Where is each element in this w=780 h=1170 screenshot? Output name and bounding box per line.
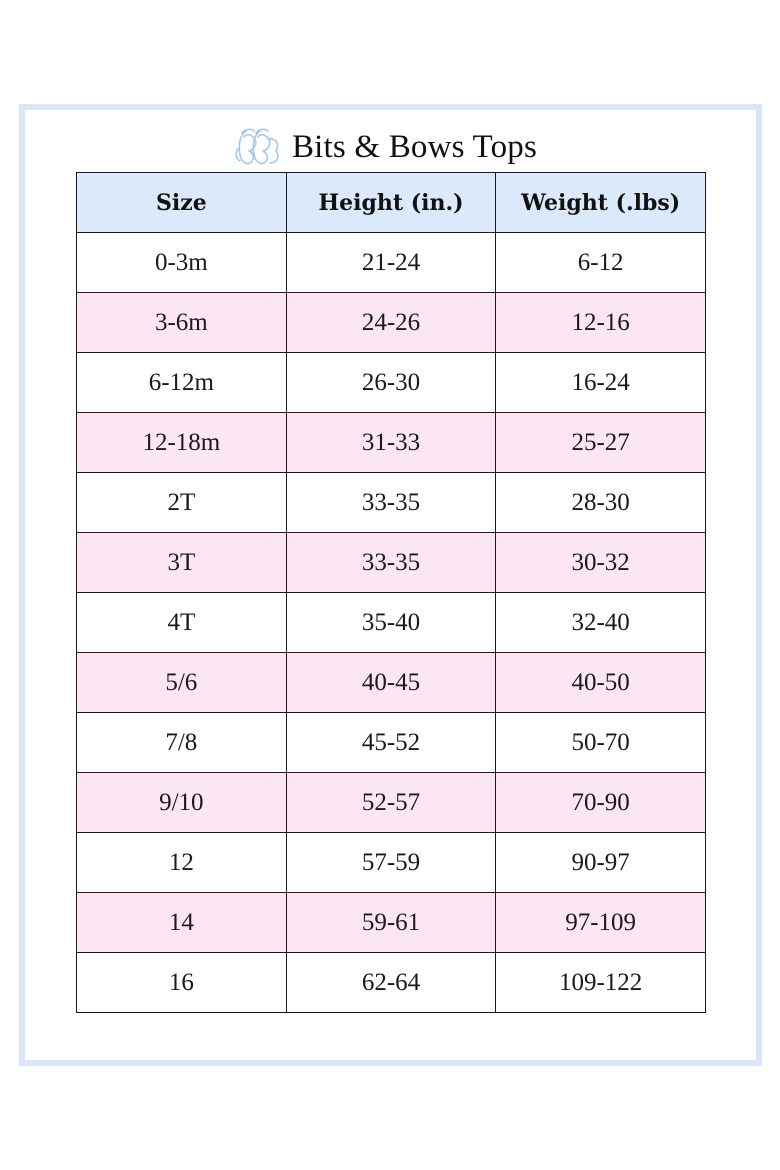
cell-weight: 28-30 [496,473,706,533]
cell-weight: 90-97 [496,833,706,893]
cell-size: 2T [77,473,287,533]
column-header-height: Height (in.) [286,173,496,233]
cell-weight: 16-24 [496,353,706,413]
cell-weight: 32-40 [496,593,706,653]
cell-height: 31-33 [286,413,496,473]
table-row [77,833,706,893]
cell-size: 7/8 [77,713,287,773]
table-row [77,473,706,533]
cell-size: 14 [77,893,287,953]
cell-weight: 70-90 [496,773,706,833]
cell-size: 12-18m [77,413,287,473]
cell-weight: 6-12 [496,233,706,293]
table-row [77,773,706,833]
cell-size: 5/6 [77,653,287,713]
cell-weight: 30-32 [496,533,706,593]
cell-height: 24-26 [286,293,496,353]
table-header-row [77,173,706,233]
cell-weight: 12-16 [496,293,706,353]
cell-height: 52-57 [286,773,496,833]
column-header-weight: Weight (.lbs) [496,173,706,233]
cell-height: 33-35 [286,533,496,593]
cell-size: 3T [77,533,287,593]
cell-size: 9/10 [77,773,287,833]
cell-height: 26-30 [286,353,496,413]
bb-monogram-icon [232,125,284,169]
cell-weight: 40-50 [496,653,706,713]
cell-height: 45-52 [286,713,496,773]
cell-height: 21-24 [286,233,496,293]
table-row [77,893,706,953]
cell-height: 59-61 [286,893,496,953]
cell-height: 40-45 [286,653,496,713]
chart-header [25,124,756,170]
cell-size: 3-6m [77,293,287,353]
cell-weight: 109-122 [496,953,706,1013]
cell-height: 33-35 [286,473,496,533]
cell-size: 16 [77,953,287,1013]
chart-title: Bits & Bows Tops [291,128,538,165]
table-row [77,293,706,353]
cell-height: 57-59 [286,833,496,893]
table-row [77,533,706,593]
table-row [77,953,706,1013]
cell-size: 6-12m [77,353,287,413]
size-table [76,172,706,1013]
cell-size: 0-3m [77,233,287,293]
table-row [77,413,706,473]
table-row [77,233,706,293]
cell-height: 35-40 [286,593,496,653]
table-row [77,353,706,413]
size-chart-frame [19,104,762,1066]
cell-size: 4T [77,593,287,653]
table-row [77,653,706,713]
cell-weight: 25-27 [496,413,706,473]
cell-weight: 97-109 [496,893,706,953]
table-row [77,713,706,773]
cell-height: 62-64 [286,953,496,1013]
cell-size: 12 [77,833,287,893]
cell-weight: 50-70 [496,713,706,773]
column-header-size: Size [77,173,287,233]
table-row [77,593,706,653]
